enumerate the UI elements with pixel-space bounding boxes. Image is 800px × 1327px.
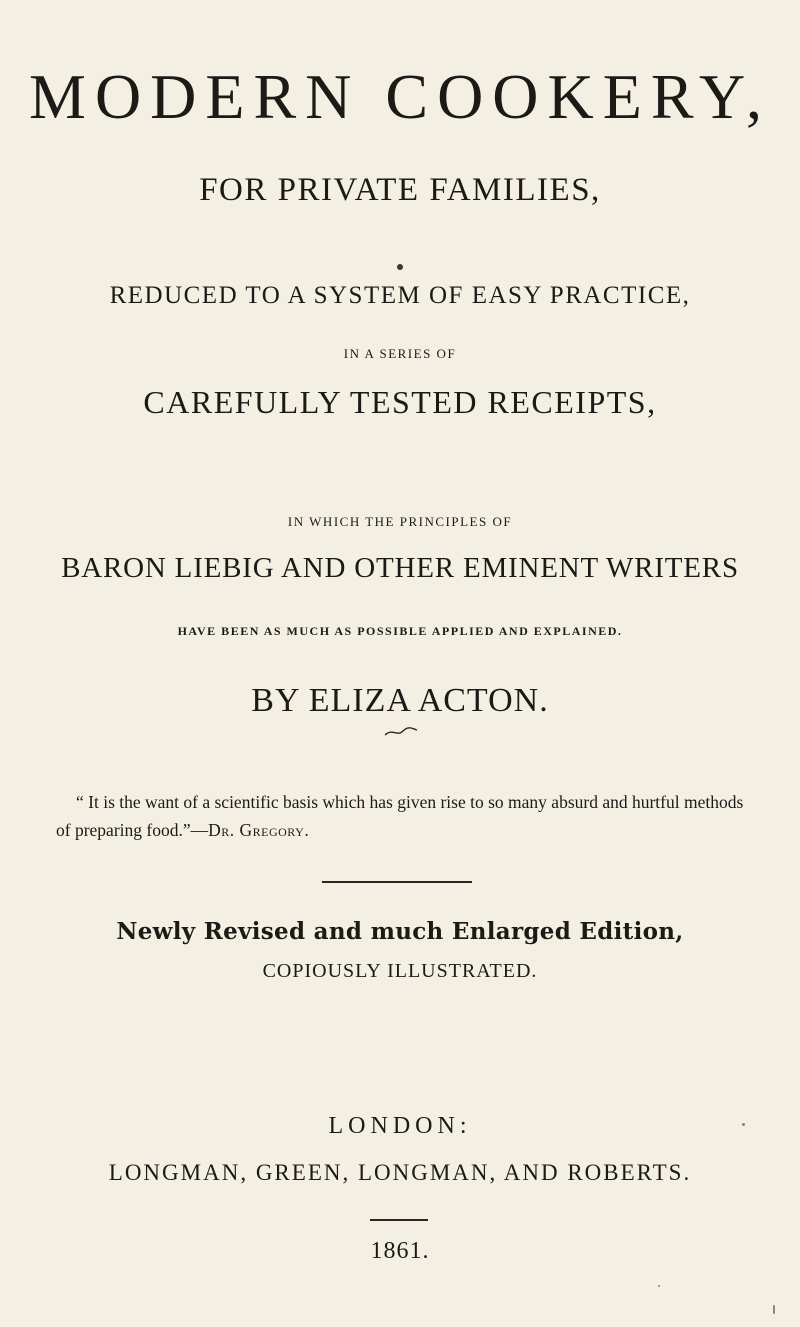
divider-rule <box>322 881 472 883</box>
imprint-year: 1861. <box>370 1238 430 1264</box>
paper-speck <box>658 1285 660 1287</box>
epigraph-attribution: Dr. Gregory. <box>208 820 310 840</box>
connector-in-a-series: IN A SERIES OF <box>343 346 457 361</box>
divider-rule-short <box>370 1219 428 1221</box>
epigraph <box>56 788 746 844</box>
imprint-city: LONDON: <box>328 1113 472 1139</box>
connector-applied-explained: HAVE BEEN AS MUCH AS POSSIBLE APPLIED AND EXPLAINED. <box>177 624 623 638</box>
flourish-icon <box>383 726 419 738</box>
subtitle-tested-receipts: CAREFULLY TESTED RECEIPTS, <box>143 384 657 420</box>
ornament-dot-icon <box>397 264 403 270</box>
book-title: MODERN COOKERY, <box>29 61 771 132</box>
subtitle-easy-practice: REDUCED TO A SYSTEM OF EASY PRACTICE, <box>109 282 691 309</box>
edition-statement: Newly Revised and much Enlarged Edition, <box>116 918 684 945</box>
paper-speck <box>773 1305 775 1314</box>
imprint-publisher: LONGMAN, GREEN, LONGMAN, AND ROBERTS. <box>108 1160 692 1185</box>
connector-principles: IN WHICH THE PRINCIPLES OF <box>287 514 513 529</box>
paper-speck <box>742 1123 745 1126</box>
author-line: BY ELIZA ACTON. <box>251 682 549 719</box>
subtitle-private-families: FOR PRIVATE FAMILIES, <box>199 172 601 208</box>
subtitle-baron-liebig: BARON LIEBIG AND OTHER EMINENT WRITERS <box>61 552 739 584</box>
edition-illustrated: COPIOUSLY ILLUSTRATED. <box>262 960 538 982</box>
epigraph-text: “ It is the want of a scientific basis which has given rise to so many absurd and hurtful methods of preparing food.”—Dr. Gregory. <box>56 792 744 840</box>
